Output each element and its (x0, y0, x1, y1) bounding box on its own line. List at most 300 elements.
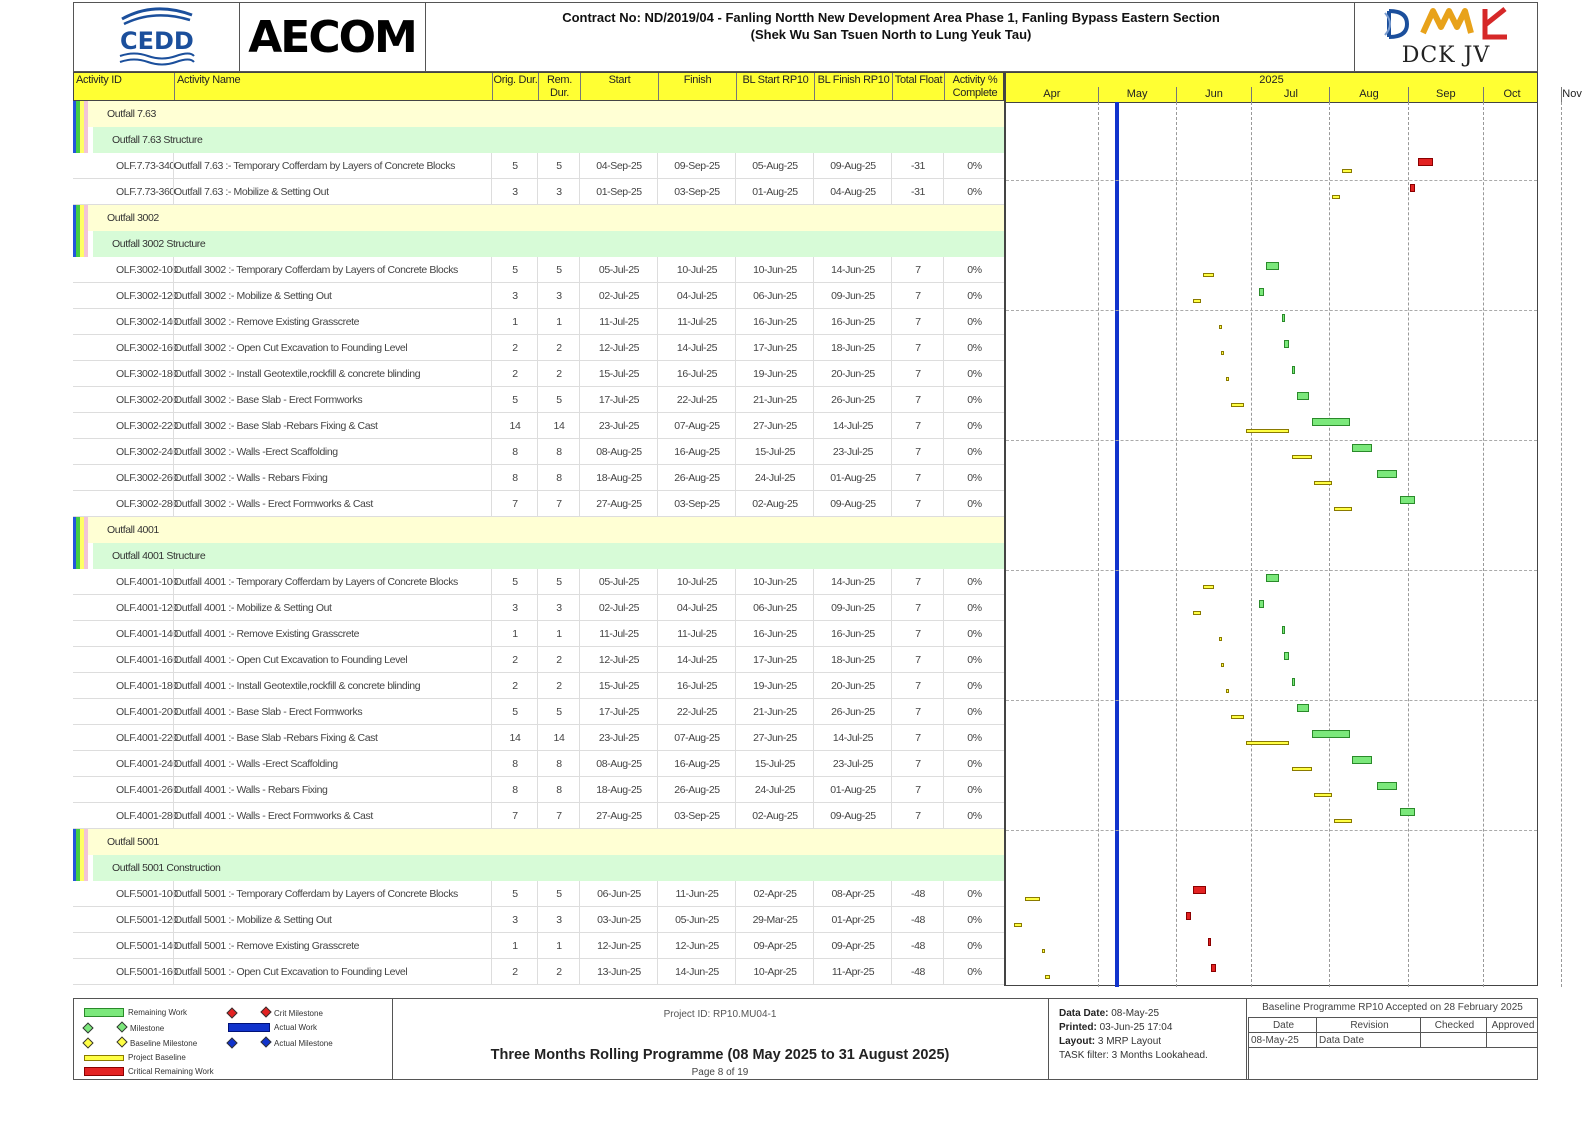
activity-row[interactable] (73, 647, 1004, 673)
rev-row-date: 08-May-25 (1248, 1032, 1316, 1047)
wbs-group-row[interactable] (88, 101, 1004, 127)
cell-id: OLF.3002-180 (116, 368, 178, 380)
cell-od: 8 (491, 777, 538, 803)
activity-row[interactable] (73, 803, 1004, 829)
cell-pc: 0% (943, 153, 1005, 179)
revision-block (1248, 999, 1537, 1079)
cell-pc: 0% (943, 465, 1005, 491)
cell-name: Outfall 3002 :- Temporary Cofferdam by Layers of Concrete Blocks (173, 257, 492, 283)
cell-start: 12-Jun-25 (579, 933, 658, 959)
wbs-subgroup-row[interactable] (93, 231, 1004, 257)
activity-row[interactable] (73, 673, 1004, 699)
cell-pc: 0% (943, 179, 1005, 205)
col-total-float[interactable]: Total Float (892, 73, 944, 100)
cell-od: 2 (491, 959, 538, 985)
cell-id: OLF.7.73-340 (116, 160, 175, 172)
cell-finish: 16-Aug-25 (657, 751, 736, 777)
wbs-subgroup-row[interactable] (93, 127, 1004, 153)
cell-bls: 19-Jun-25 (735, 361, 814, 387)
cell-pc: 0% (943, 361, 1005, 387)
activity-row[interactable] (73, 907, 1004, 933)
cell-rd: 3 (537, 595, 580, 621)
activity-row[interactable] (73, 179, 1004, 205)
remaining-work-bar[interactable] (1266, 574, 1279, 582)
cell-name: Outfall 3002 :- Base Slab -Rebars Fixing & Cast (173, 413, 492, 439)
critical-work-bar[interactable] (1186, 912, 1191, 920)
legend-project-baseline: Project Baseline (84, 1053, 186, 1062)
cell-start: 17-Jul-25 (579, 387, 658, 413)
cell-tf: -48 (891, 959, 944, 985)
cell-blf: 09-Aug-25 (813, 153, 892, 179)
activity-row[interactable] (73, 465, 1004, 491)
baseline-bar[interactable] (1045, 975, 1050, 979)
cell-start: 03-Jun-25 (579, 907, 658, 933)
cell-pc: 0% (943, 881, 1005, 907)
wbs-label: Outfall 3002 Structure (112, 238, 206, 250)
activity-row[interactable] (73, 777, 1004, 803)
col-activity-id[interactable]: Activity ID (76, 74, 122, 86)
cell-finish: 26-Aug-25 (657, 465, 736, 491)
cedd-logo (74, 3, 240, 71)
cell-finish: 09-Sep-25 (657, 153, 736, 179)
activity-row[interactable] (73, 153, 1004, 179)
gantt-gridline (1176, 102, 1177, 987)
baseline-bar[interactable] (1314, 481, 1332, 485)
cell-name: Outfall 4001 :- Base Slab -Rebars Fixing & Cast (173, 725, 492, 751)
cell-rd: 1 (537, 933, 580, 959)
cell-tf: 7 (891, 283, 944, 309)
print-info: Data Date: 08-May-25 Printed: 03-Jun-25 17:04 Layout: 3 MRP Layout TASK filter: 3 Months Lookahead. (1049, 999, 1247, 1079)
critical-work-bar[interactable] (1410, 184, 1415, 192)
cell-tf: 7 (891, 465, 944, 491)
wbs-label: Outfall 7.63 (107, 108, 156, 120)
cell-start: 17-Jul-25 (579, 699, 658, 725)
baseline-bar[interactable] (1219, 637, 1222, 641)
cell-blf: 11-Apr-25 (813, 959, 892, 985)
dck-jv-text: DCK JV (1401, 43, 1491, 68)
project-id: Project ID: RP10.MU04-1 (663, 1009, 777, 1020)
cell-rd: 5 (537, 257, 580, 283)
cell-tf: 7 (891, 361, 944, 387)
cell-id: OLF.5001-160 (116, 966, 178, 978)
activity-row[interactable] (73, 959, 1004, 985)
cell-start: 02-Jul-25 (579, 283, 658, 309)
activity-row[interactable] (73, 751, 1004, 777)
wbs-group-row[interactable] (88, 517, 1004, 543)
rev-head-revision: Revision (1316, 1017, 1420, 1032)
gantt-gridline (1483, 102, 1484, 987)
cell-rd: 14 (537, 413, 580, 439)
gantt-row-guide (1006, 700, 1537, 701)
baseline-bar[interactable] (1246, 429, 1289, 433)
cell-finish: 10-Jul-25 (657, 257, 736, 283)
cell-finish: 05-Jun-25 (657, 907, 736, 933)
cell-name: Outfall 3002 :- Walls - Rebars Fixing (173, 465, 492, 491)
cell-blf: 04-Aug-25 (813, 179, 892, 205)
cell-od: 7 (491, 803, 538, 829)
cell-name: Outfall 4001 :- Open Cut Excavation to Founding Level (173, 647, 492, 673)
cell-rd: 8 (537, 439, 580, 465)
cell-name: Outfall 3002 :- Base Slab - Erect Formworks (173, 387, 492, 413)
cell-bls: 02-Aug-25 (735, 491, 814, 517)
baseline-bar[interactable] (1203, 585, 1213, 589)
cell-pc: 0% (943, 647, 1005, 673)
remaining-work-bar[interactable] (1400, 496, 1415, 504)
remaining-work-bar[interactable] (1292, 678, 1295, 686)
cell-start: 15-Jul-25 (579, 673, 658, 699)
baseline-bar[interactable] (1203, 273, 1213, 277)
aecom-logo: AECOM (239, 3, 426, 71)
cell-pc: 0% (943, 959, 1005, 985)
activity-row[interactable] (73, 881, 1004, 907)
cell-name: Outfall 4001 :- Install Geotextile,rockfill & concrete blinding (173, 673, 492, 699)
cell-name: Outfall 5001 :- Mobilize & Setting Out (173, 907, 492, 933)
cell-pc: 0% (943, 673, 1005, 699)
wbs-group-row[interactable] (88, 205, 1004, 231)
gantt-month-aug: Aug (1329, 87, 1407, 102)
critical-work-bar[interactable] (1211, 964, 1216, 972)
cell-finish: 22-Jul-25 (657, 387, 736, 413)
cell-bls: 10-Jun-25 (735, 569, 814, 595)
cell-blf: 09-Jun-25 (813, 595, 892, 621)
cell-tf: -31 (891, 153, 944, 179)
col-start[interactable]: Start (580, 73, 658, 100)
remaining-work-bar[interactable] (1284, 652, 1289, 660)
cell-od: 14 (491, 413, 538, 439)
cell-pc: 0% (943, 595, 1005, 621)
rev-row-checked (1420, 1032, 1486, 1047)
cell-tf: 7 (891, 803, 944, 829)
baseline-bar[interactable] (1221, 663, 1224, 667)
cell-start: 27-Aug-25 (579, 491, 658, 517)
wbs-subgroup-row[interactable] (93, 543, 1004, 569)
cell-rd: 3 (537, 283, 580, 309)
cell-blf: 20-Jun-25 (813, 673, 892, 699)
cell-od: 5 (491, 569, 538, 595)
remaining-work-bar[interactable] (1377, 470, 1397, 478)
cell-blf: 01-Aug-25 (813, 777, 892, 803)
printed-value: 03-Jun-25 17:04 (1099, 1022, 1173, 1033)
gantt-month-nov: Nov (1562, 88, 1582, 100)
sheet-footer (73, 998, 1538, 1080)
cell-blf: 14-Jul-25 (813, 413, 892, 439)
wbs-label: Outfall 5001 (107, 836, 159, 848)
cell-rd: 3 (537, 179, 580, 205)
cell-blf: 14-Jun-25 (813, 569, 892, 595)
cell-name: Outfall 5001 :- Temporary Cofferdam by Layers of Concrete Blocks (173, 881, 492, 907)
remaining-work-bar[interactable] (1282, 314, 1285, 322)
cell-od: 5 (491, 881, 538, 907)
activity-row[interactable] (73, 413, 1004, 439)
col-bl-start[interactable]: BL Start RP10 (736, 73, 814, 100)
cell-start: 23-Jul-25 (579, 725, 658, 751)
activity-row[interactable] (73, 257, 1004, 283)
gantt-gridline (1561, 102, 1562, 987)
gantt-month-jul: Jul (1251, 87, 1329, 102)
activity-row[interactable] (73, 595, 1004, 621)
gantt-gridline (1408, 102, 1409, 987)
cell-od: 1 (491, 933, 538, 959)
cell-pc: 0% (943, 335, 1005, 361)
cell-rd: 5 (537, 881, 580, 907)
baseline-bar[interactable] (1332, 195, 1340, 199)
cell-od: 8 (491, 751, 538, 777)
remaining-work-bar[interactable] (1297, 392, 1310, 400)
cell-od: 3 (491, 283, 538, 309)
cell-id: OLF.3002-220 (116, 420, 178, 432)
cell-name: Outfall 4001 :- Mobilize & Setting Out (173, 595, 492, 621)
cell-id: OLF.3002-240 (116, 446, 178, 458)
cell-blf: 09-Aug-25 (813, 803, 892, 829)
remaining-work-bar[interactable] (1284, 340, 1289, 348)
cell-rd: 3 (537, 907, 580, 933)
col-pct-complete[interactable]: Activity % Complete (944, 73, 1005, 100)
cell-finish: 14-Jul-25 (657, 335, 736, 361)
cell-od: 7 (491, 491, 538, 517)
cell-pc: 0% (943, 569, 1005, 595)
gantt-month-apr: Apr (1043, 88, 1061, 100)
col-rem-dur[interactable]: Rem. Dur. (538, 73, 580, 100)
gantt-row-guide (1006, 310, 1537, 311)
cell-id: OLF.3002-200 (116, 394, 178, 406)
cell-rd: 5 (537, 153, 580, 179)
rev-row-approved (1486, 1032, 1537, 1047)
gantt-month-sep: Sep (1408, 87, 1484, 102)
remaining-work-bar[interactable] (1266, 262, 1279, 270)
col-orig-dur[interactable]: Orig. Dur. (492, 73, 538, 100)
cell-name: Outfall 3002 :- Install Geotextile,rockfill & concrete blinding (173, 361, 492, 387)
wbs-label: Outfall 5001 Construction (112, 862, 221, 874)
cell-tf: 7 (891, 309, 944, 335)
baseline-bar[interactable] (1226, 377, 1229, 381)
cell-tf: -31 (891, 179, 944, 205)
cell-od: 5 (491, 387, 538, 413)
cell-start: 23-Jul-25 (579, 413, 658, 439)
remaining-work-bar[interactable] (1259, 288, 1264, 296)
cell-id: OLF.4001-220 (116, 732, 178, 744)
baseline-bar[interactable] (1014, 923, 1022, 927)
cell-name: Outfall 4001 :- Walls - Rebars Fixing (173, 777, 492, 803)
cell-rd: 1 (537, 621, 580, 647)
legend (74, 999, 393, 1079)
cell-finish: 04-Jul-25 (657, 595, 736, 621)
cell-od: 5 (491, 257, 538, 283)
cell-finish: 11-Jul-25 (657, 309, 736, 335)
baseline-bar[interactable] (1292, 767, 1312, 771)
cell-start: 02-Jul-25 (579, 595, 658, 621)
cell-finish: 16-Jul-25 (657, 361, 736, 387)
legend-remaining-work: Remaining Work (84, 1008, 187, 1017)
baseline-bar[interactable] (1342, 169, 1352, 173)
remaining-work-bar[interactable] (1259, 600, 1264, 608)
cell-id: OLF.4001-140 (116, 628, 178, 640)
cell-finish: 14-Jun-25 (657, 959, 736, 985)
cell-start: 08-Aug-25 (579, 439, 658, 465)
cell-rd: 2 (537, 361, 580, 387)
cell-od: 1 (491, 621, 538, 647)
table-header (73, 72, 1004, 101)
cell-blf: 14-Jul-25 (813, 725, 892, 751)
cell-tf: 7 (891, 777, 944, 803)
activity-row[interactable] (73, 335, 1004, 361)
cell-bls: 16-Jun-25 (735, 309, 814, 335)
cell-finish: 22-Jul-25 (657, 699, 736, 725)
wbs-subgroup-row[interactable] (93, 855, 1004, 881)
cell-name: Outfall 3002 :- Walls - Erect Formworks & Cast (173, 491, 492, 517)
cell-id: OLF.4001-100 (116, 576, 178, 588)
cell-id: OLF.3002-100 (116, 264, 178, 276)
task-filter: TASK filter: 3 Months Lookahead. (1059, 1050, 1208, 1061)
cell-bls: 27-Jun-25 (735, 413, 814, 439)
cell-id: OLF.3002-160 (116, 342, 178, 354)
cell-tf: 7 (891, 673, 944, 699)
activity-row[interactable] (73, 725, 1004, 751)
cell-finish: 07-Aug-25 (657, 725, 736, 751)
cell-name: Outfall 4001 :- Walls -Erect Scaffolding (173, 751, 492, 777)
cell-id: OLF.5001-120 (116, 914, 178, 926)
cell-name: Outfall 4001 :- Remove Existing Grasscrete (173, 621, 492, 647)
rev-head-checked: Checked (1420, 1017, 1486, 1032)
cell-od: 2 (491, 673, 538, 699)
col-finish[interactable]: Finish (658, 73, 736, 100)
cell-blf: 18-Jun-25 (813, 335, 892, 361)
cell-finish: 11-Jul-25 (657, 621, 736, 647)
cell-blf: 23-Jul-25 (813, 751, 892, 777)
cell-blf: 01-Aug-25 (813, 465, 892, 491)
cell-od: 3 (491, 595, 538, 621)
cell-tf: 7 (891, 751, 944, 777)
remaining-work-bar[interactable] (1352, 444, 1372, 452)
cell-pc: 0% (943, 257, 1005, 283)
cell-rd: 2 (537, 959, 580, 985)
baseline-bar[interactable] (1219, 325, 1222, 329)
gantt-gridline (1098, 102, 1099, 987)
wbs-group-row[interactable] (88, 829, 1004, 855)
activity-row[interactable] (73, 283, 1004, 309)
cell-rd: 2 (537, 335, 580, 361)
cell-name: Outfall 3002 :- Remove Existing Grasscrete (173, 309, 492, 335)
cell-blf: 01-Apr-25 (813, 907, 892, 933)
remaining-work-bar[interactable] (1312, 418, 1350, 426)
gantt-chart (1004, 72, 1582, 986)
cell-id: OLF.5001-140 (116, 940, 178, 952)
baseline-bar[interactable] (1231, 403, 1244, 407)
rev-head-date: Date (1248, 1017, 1316, 1032)
activity-row[interactable] (73, 361, 1004, 387)
cell-od: 2 (491, 361, 538, 387)
cell-start: 05-Jul-25 (579, 569, 658, 595)
contract-title-line1: Contract No: ND/2019/04 - Fanling Nortth New Development Area Phase 1, Fanling Bypass Eastern Section (562, 10, 1220, 25)
activity-row[interactable] (73, 621, 1004, 647)
baseline-bar[interactable] (1246, 741, 1289, 745)
col-bl-finish[interactable]: BL Finish RP10 (814, 73, 892, 100)
baseline-bar[interactable] (1042, 949, 1045, 953)
baseline-bar[interactable] (1292, 455, 1312, 459)
cell-rd: 8 (537, 465, 580, 491)
wbs-label: Outfall 4001 Structure (112, 550, 206, 562)
cell-od: 1 (491, 309, 538, 335)
cell-name: Outfall 5001 :- Remove Existing Grasscrete (173, 933, 492, 959)
cell-start: 11-Jul-25 (579, 309, 658, 335)
activity-row[interactable] (73, 699, 1004, 725)
cell-bls: 06-Jun-25 (735, 595, 814, 621)
critical-work-bar[interactable] (1208, 938, 1211, 946)
gantt-month-may: May (1098, 87, 1176, 102)
activity-row[interactable] (73, 439, 1004, 465)
wbs-label: Outfall 4001 (107, 524, 159, 536)
cell-id: OLF.4001-280 (116, 810, 178, 822)
gantt-gridline (1251, 102, 1252, 987)
gantt-months (1006, 87, 1582, 103)
activity-row[interactable] (73, 309, 1004, 335)
cell-tf: 7 (891, 595, 944, 621)
cell-blf: 09-Aug-25 (813, 491, 892, 517)
cell-rd: 8 (537, 751, 580, 777)
baseline-bar[interactable] (1193, 611, 1201, 615)
baseline-bar[interactable] (1334, 819, 1352, 823)
cell-od: 3 (491, 179, 538, 205)
critical-work-bar[interactable] (1418, 158, 1433, 166)
cell-bls: 10-Apr-25 (735, 959, 814, 985)
cell-rd: 14 (537, 725, 580, 751)
cell-finish: 03-Sep-25 (657, 803, 736, 829)
rev-row-revision: Data Date (1316, 1032, 1420, 1047)
cell-rd: 8 (537, 777, 580, 803)
cell-pc: 0% (943, 439, 1005, 465)
activity-row[interactable] (73, 933, 1004, 959)
schedule-sheet (73, 2, 1582, 1082)
remaining-work-bar[interactable] (1297, 704, 1310, 712)
cell-pc: 0% (943, 803, 1005, 829)
remaining-work-bar[interactable] (1352, 756, 1372, 764)
cell-rd: 5 (537, 387, 580, 413)
cell-finish: 14-Jul-25 (657, 647, 736, 673)
activity-row[interactable] (73, 387, 1004, 413)
baseline-bar[interactable] (1226, 689, 1229, 693)
cell-name: Outfall 3002 :- Open Cut Excavation to Founding Level (173, 335, 492, 361)
cell-start: 15-Jul-25 (579, 361, 658, 387)
baseline-bar[interactable] (1193, 299, 1201, 303)
cell-start: 18-Aug-25 (579, 777, 658, 803)
gantt-month-jun: Jun (1176, 87, 1252, 102)
baseline-bar[interactable] (1334, 507, 1352, 511)
activity-row[interactable] (73, 491, 1004, 517)
activity-row[interactable] (73, 569, 1004, 595)
baseline-bar[interactable] (1314, 793, 1332, 797)
cell-blf: 26-Jun-25 (813, 387, 892, 413)
cell-pc: 0% (943, 491, 1005, 517)
cell-id: OLF.4001-120 (116, 602, 178, 614)
legend-crit-milestone: Crit Milestone (228, 1008, 323, 1018)
cell-name: Outfall 7.63 :- Temporary Cofferdam by Layers of Concrete Blocks (173, 153, 492, 179)
baseline-bar[interactable] (1231, 715, 1244, 719)
cell-tf: 7 (891, 647, 944, 673)
cell-bls: 16-Jun-25 (735, 621, 814, 647)
critical-work-bar[interactable] (1193, 886, 1206, 894)
remaining-work-bar[interactable] (1282, 626, 1285, 634)
baseline-bar[interactable] (1221, 351, 1224, 355)
cell-pc: 0% (943, 699, 1005, 725)
remaining-work-bar[interactable] (1312, 730, 1350, 738)
remaining-work-bar[interactable] (1400, 808, 1415, 816)
col-activity-name[interactable]: Activity Name (174, 73, 492, 100)
cell-rd: 7 (537, 803, 580, 829)
remaining-work-bar[interactable] (1292, 366, 1295, 374)
remaining-work-bar[interactable] (1377, 782, 1397, 790)
cell-start: 05-Jul-25 (579, 257, 658, 283)
baseline-bar[interactable] (1025, 897, 1040, 901)
cell-blf: 14-Jun-25 (813, 257, 892, 283)
